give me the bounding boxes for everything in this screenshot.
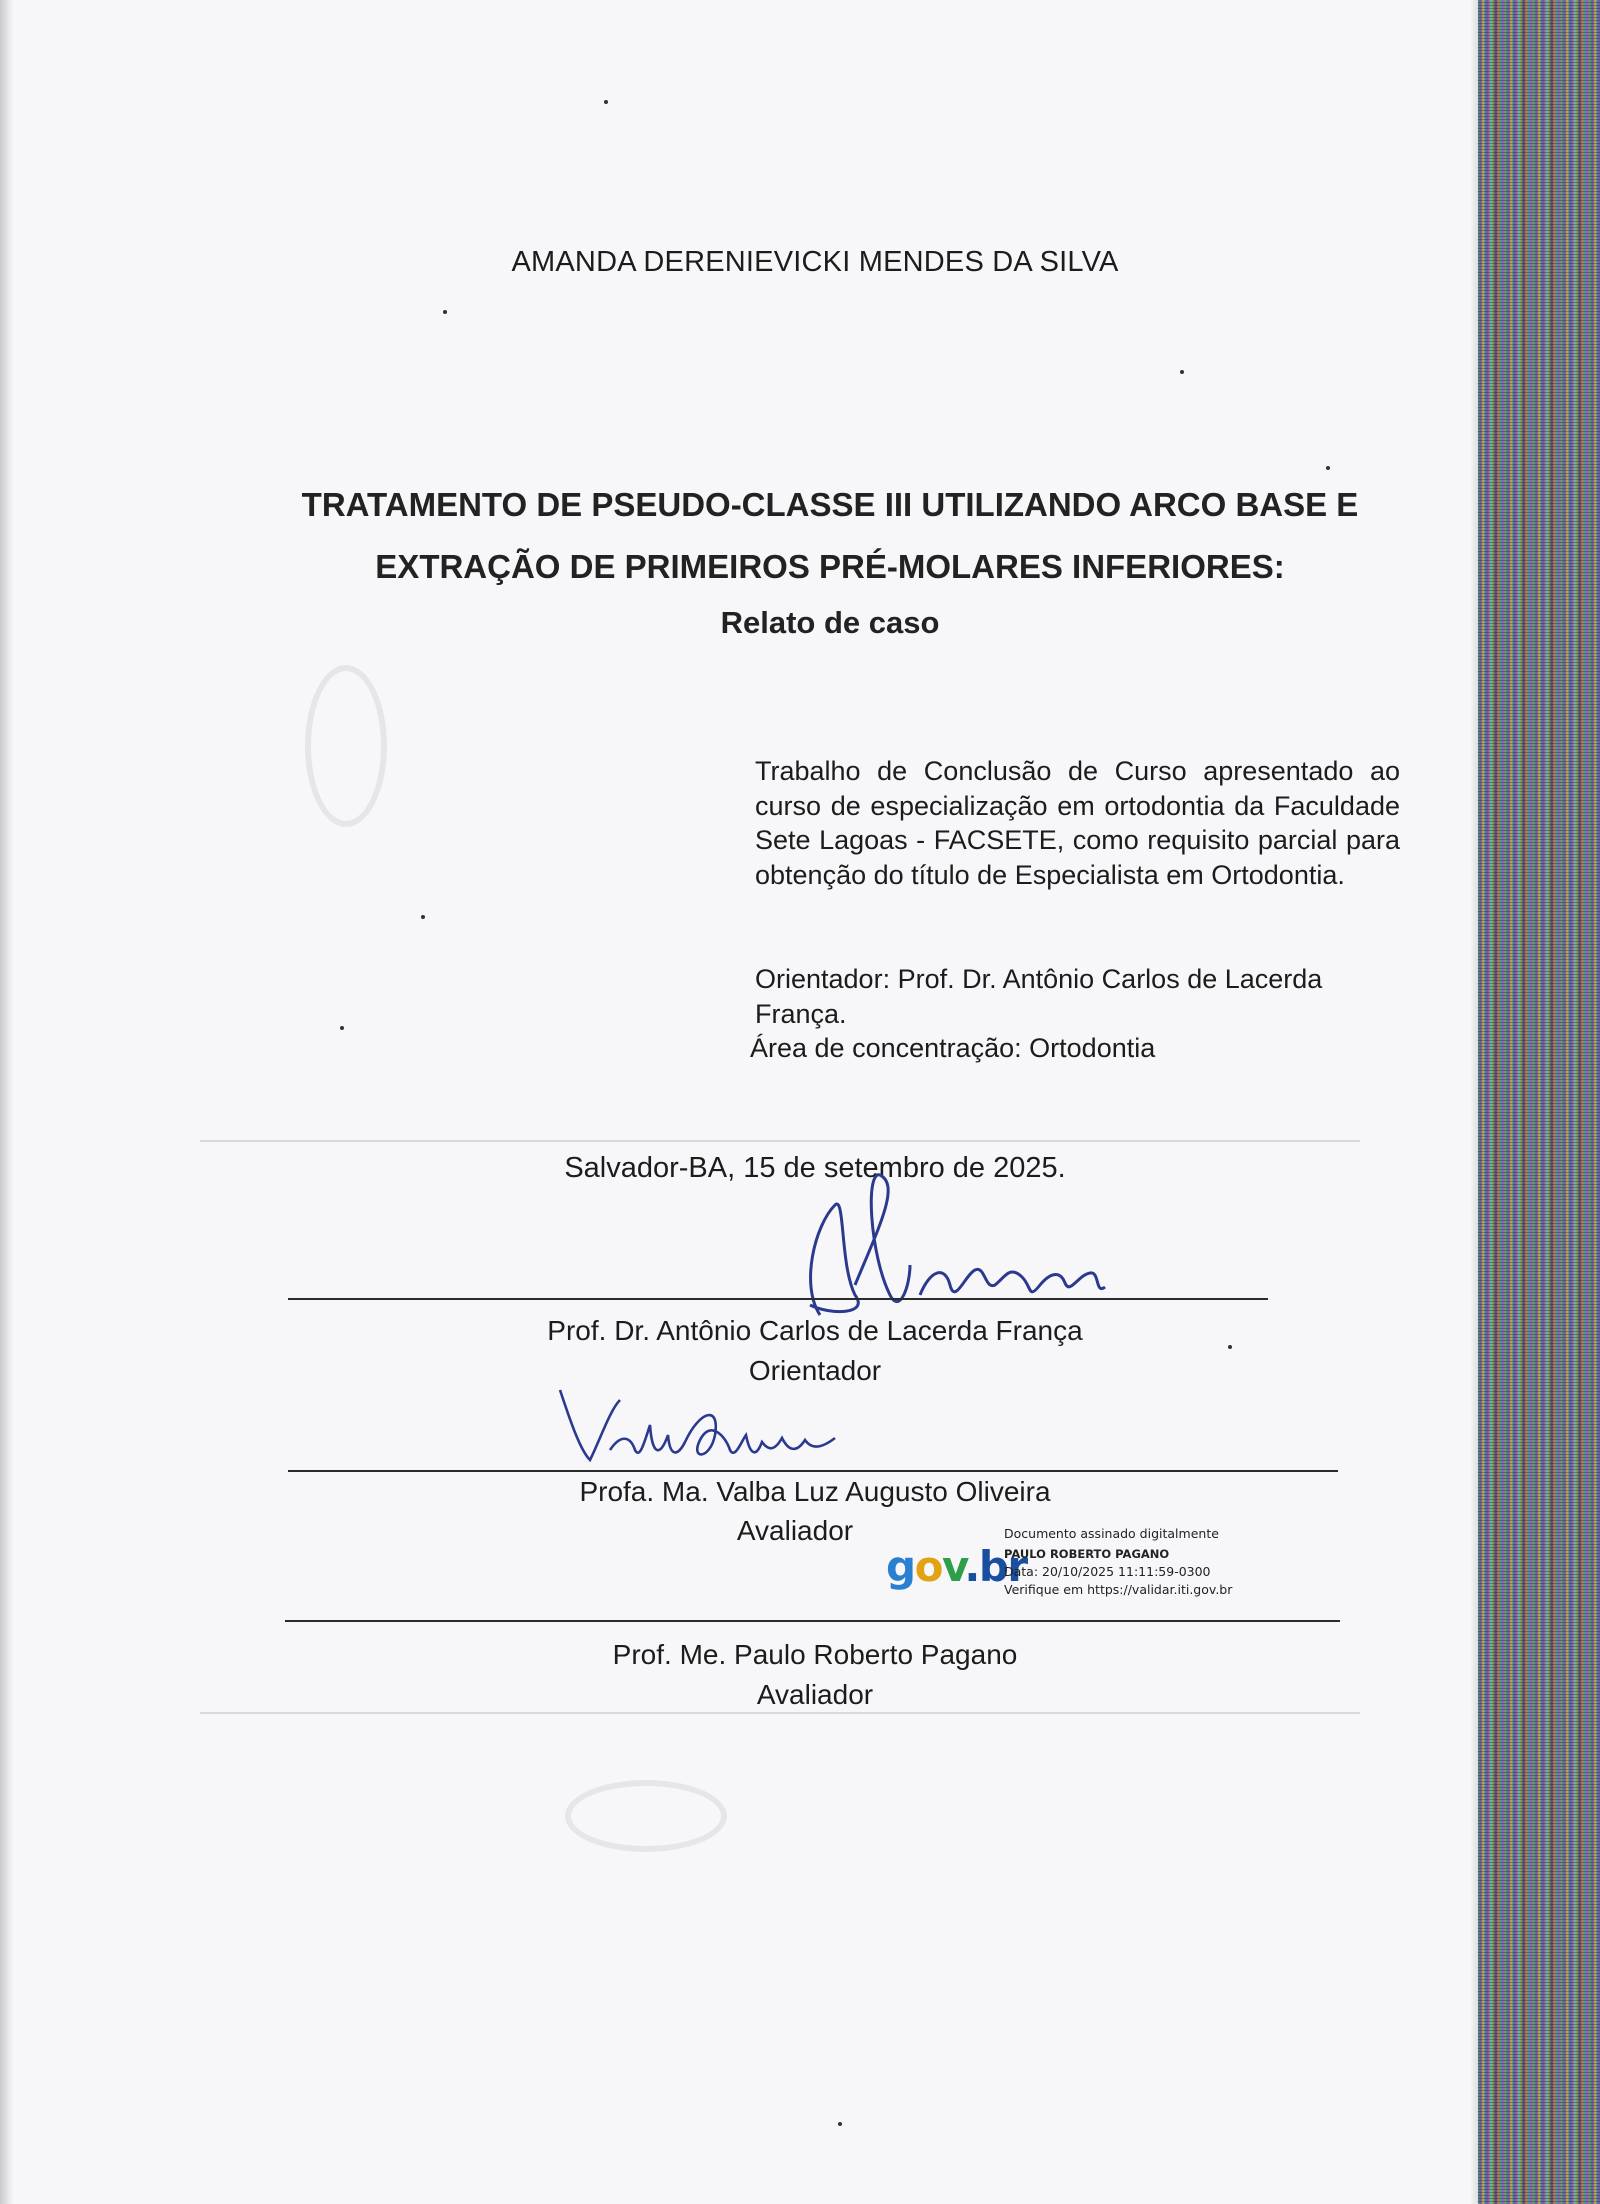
ghost-rule bbox=[200, 1712, 1360, 1714]
govbr-verify: Verifique em https://validar.iti.gov.br bbox=[1004, 1582, 1233, 1597]
nature-statement: Trabalho de Conclusão de Curso apresentado ao curso de especialização em ortodontia da Faculdade Sete Lagoas - FACSETE, como requisito parcial para obtenção do título de Especialista em Ortodontia. bbox=[755, 756, 1400, 890]
govbr-signer: PAULO ROBERTO PAGANO bbox=[1004, 1547, 1170, 1561]
handwritten-signature-2 bbox=[550, 1380, 850, 1475]
scan-speck bbox=[1228, 1345, 1232, 1349]
signatory-name-1: Prof. Dr. Antônio Carlos de Lacerda França bbox=[547, 1315, 1083, 1346]
concentration-area: Área de concentração: Ortodontia bbox=[750, 1033, 1156, 1063]
title-line: TRATAMENTO DE PSEUDO-CLASSE III UTILIZANDO ARCO BASE E bbox=[301, 486, 1359, 523]
scan-speck bbox=[443, 310, 447, 314]
govbr-heading: Documento assinado digitalmente bbox=[1004, 1526, 1219, 1541]
signature-line-3 bbox=[285, 1620, 1340, 1622]
thesis-title bbox=[230, 474, 1430, 598]
govbr-digital-signature bbox=[884, 1524, 1284, 1604]
signatory-role-2: Avaliador bbox=[736, 1515, 854, 1546]
author-name: AMANDA DERENIEVICKI MENDES DA SILVA bbox=[511, 246, 1119, 278]
govbr-date: Data: 20/10/2025 11:11:59-0300 bbox=[1004, 1564, 1211, 1579]
scan-speck bbox=[340, 1026, 344, 1030]
scan-left-edge bbox=[0, 0, 14, 2204]
govbr-signature-details bbox=[1004, 1524, 1294, 1600]
city-date: Salvador-BA, 15 de setembro de 2025. bbox=[564, 1152, 1066, 1184]
signature-line-1 bbox=[288, 1298, 1268, 1300]
scan-speck bbox=[421, 915, 425, 919]
scan-speck bbox=[1180, 370, 1184, 374]
scan-speck bbox=[1326, 466, 1330, 470]
signature-line-2 bbox=[288, 1470, 1338, 1472]
scanner-noise-strip bbox=[1478, 0, 1600, 2204]
scan-speck bbox=[838, 2122, 842, 2126]
signatory-role-3: Avaliador bbox=[756, 1679, 874, 1710]
signatory-name-3: Prof. Me. Paulo Roberto Pagano bbox=[612, 1639, 1018, 1670]
ghost-rule bbox=[200, 1140, 1360, 1142]
ghost-stamp-mark bbox=[565, 1780, 727, 1852]
signatory-role-1: Orientador bbox=[748, 1355, 882, 1386]
advisor-note: Orientador: Prof. Dr. Antônio Carlos de Lacerda França. bbox=[755, 964, 1323, 1029]
scan-speck bbox=[604, 100, 608, 104]
govbr-logo: gov.br bbox=[886, 1542, 1027, 1591]
thesis-subtitle: Relato de caso bbox=[720, 605, 940, 640]
ghost-stamp-mark bbox=[305, 665, 387, 827]
signatory-name-2: Profa. Ma. Valba Luz Augusto Oliveira bbox=[579, 1476, 1051, 1507]
title-line: EXTRAÇÃO DE PRIMEIROS PRÉ-MOLARES INFERIORES: bbox=[375, 548, 1285, 585]
